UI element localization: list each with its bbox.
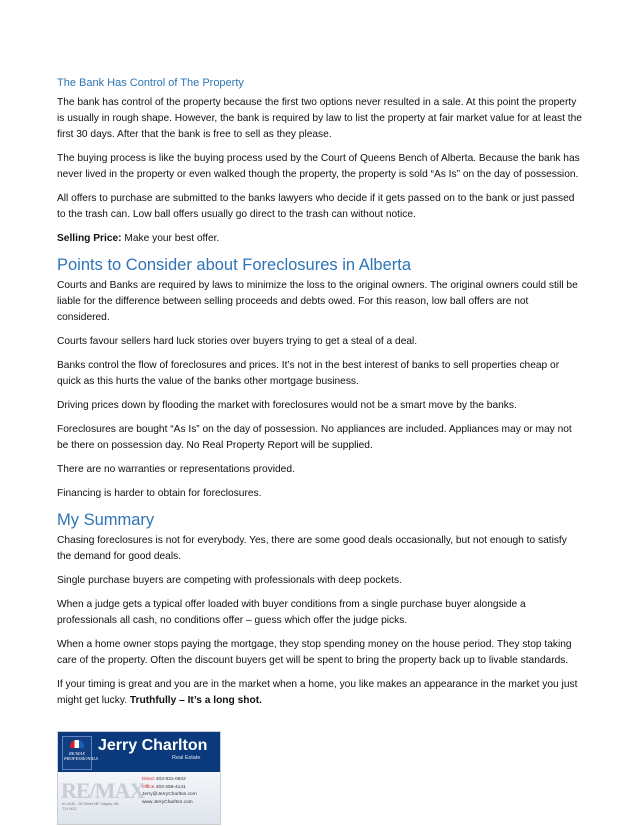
document-body: [57, 76, 583, 717]
business-card-header: [58, 732, 220, 772]
section-heading-bank-control: The Bank Has Control of The Property: [57, 77, 244, 89]
paragraph: Financing is harder to obtain for foreclosures.: [57, 488, 262, 499]
paragraph: The bank has control of the property because the first two options never resulted in a sale. At this point the property is usually in rough shape. However, the bank is required by law to list the property at fair market value for at least the first 30 days. After that the bank is free to sell as they please.: [57, 97, 582, 140]
paragraph: Driving prices down by flooding the market with foreclosures would not be a smart move by the banks.: [57, 400, 517, 411]
office-line: [142, 784, 197, 792]
email-text: Jerry@JerryCharlton.com: [142, 792, 197, 798]
business-card-image: [57, 731, 221, 825]
paragraph: Foreclosures are bought “As Is” on the day of possession. No appliances are included. Appliances may or may not be there on possession day. No Real Property Report will be supplied.: [57, 424, 572, 451]
website-text: www.JerryCharlton.com: [142, 799, 193, 805]
paragraph: There are no warranties or representations provided.: [57, 464, 295, 475]
brand-name: Jerry Charlton: [98, 737, 208, 754]
direct-label: Direct: [142, 777, 155, 782]
office-address: #1-4040 - 28 Street NE Calgary, AB T1Y 6G3: [62, 802, 119, 811]
direct-line: [142, 776, 197, 784]
paragraph: Courts and Banks are required by laws to minimize the loss to the original owners. The original owners could still be liable for the difference between selling proceeds and debts owed. For this reason, low ball offers are not considered.: [57, 280, 578, 323]
office-label: Office: [142, 784, 155, 790]
paragraph: When a home owner stops paying the mortgage, they stop spending money on the house period. They stop taking care of the property. Often the discount buyers get will be spent to bring the property back up to livable standards.: [57, 639, 572, 666]
paragraph: Chasing foreclosures is not for everybody. Yes, there are some good deals occasionally, but not enough to satisfy the demand for good deals.: [57, 535, 567, 562]
badge-text: RE/MAX PROFESSIONALS: [64, 751, 98, 761]
paragraph: Single purchase buyers are competing with professionals with deep pockets.: [57, 575, 402, 586]
remax-watermark-logo: RE/MAX: [61, 778, 145, 803]
direct-phone: 403-831-0842: [155, 777, 186, 782]
closing-bold-text: Truthfully – It’s a long shot.: [129, 695, 262, 706]
section-heading-points-to-consider: Points to Consider about Foreclosures in Alberta: [57, 256, 412, 274]
brand-subtitle: Real Estate: [172, 755, 201, 761]
balloon-icon: [70, 740, 84, 748]
paragraph: When a judge gets a typical offer loaded with buyer conditions from a single purchase buyer alongside a professionals all cash, no conditions offer – guess which offer the judge picks.: [57, 599, 526, 626]
office-phone: 403-259-4141: [155, 784, 186, 790]
paragraph: All offers to purchase are submitted to the banks lawyers who decide if it gets passed on to the bank or just passed to the trash can. Low ball offers usually go direct to the trash can without notice.: [57, 193, 575, 220]
paragraph: Banks control the flow of foreclosures and prices. It’s not in the best interest of banks to sell properties cheap or quick as this hurts the value of the banks other mortgage business.: [57, 360, 560, 387]
closing-text: If your timing is great and you are in the market when a home, you like makes an appearance in the market you just might get lucky.: [57, 679, 578, 706]
closing-paragraph: [57, 677, 583, 709]
paragraph: The buying process is like the buying process used by the Court of Queens Bench of Alberta. Because the bank has never lived in the property or even walked though the property, the property is sold “As Is” on the day of possession.: [57, 153, 580, 180]
remax-badge-logo: [62, 736, 98, 770]
selling-price-text: Make your best offer.: [121, 233, 220, 244]
selling-price-line: [57, 231, 583, 247]
business-card-footer: [58, 772, 220, 824]
paragraph: Courts favour sellers hard luck stories over buyers trying to get a steal of a deal.: [57, 336, 418, 347]
section-heading-my-summary: My Summary: [57, 511, 155, 529]
contact-block: [142, 776, 197, 806]
selling-price-label: Selling Price:: [57, 233, 122, 244]
